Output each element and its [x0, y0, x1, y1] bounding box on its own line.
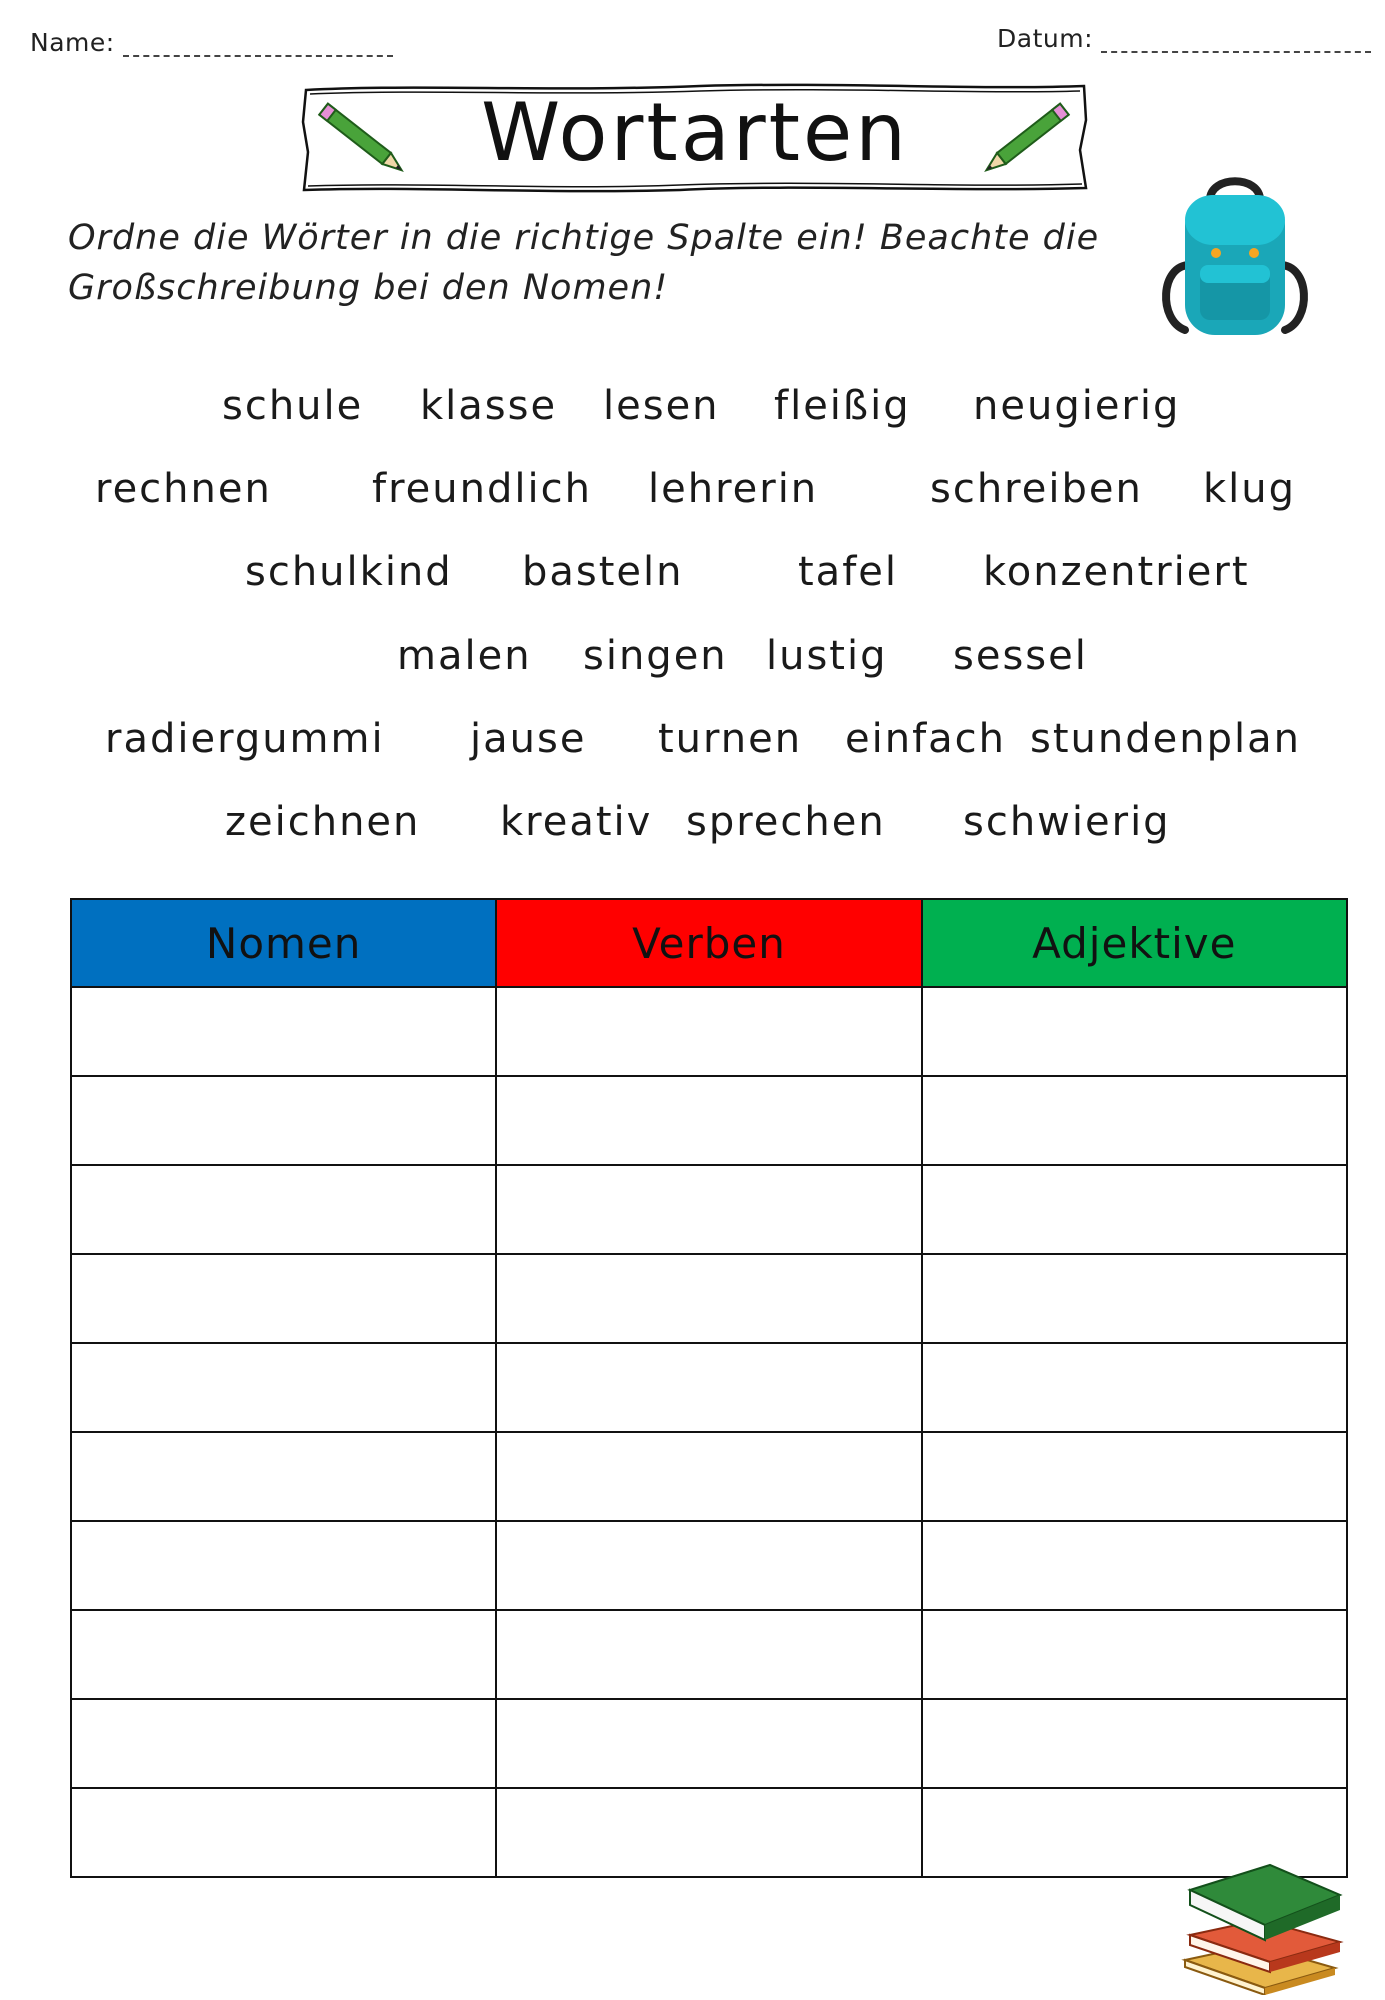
table-cell[interactable] — [922, 1343, 1347, 1432]
table-cell[interactable] — [71, 987, 496, 1076]
table-row — [71, 1432, 1347, 1521]
table-cell[interactable] — [922, 1254, 1347, 1343]
table-cell[interactable] — [71, 1343, 496, 1432]
word-item: konzentriert — [983, 549, 1250, 595]
backpack-icon — [1150, 170, 1320, 340]
table-cell[interactable] — [496, 1432, 921, 1521]
title-banner — [300, 80, 1090, 195]
table-row — [71, 1788, 1347, 1877]
word-item: tafel — [798, 549, 898, 595]
table-cell[interactable] — [496, 1076, 921, 1165]
word-item: malen — [397, 633, 532, 679]
table-cell[interactable] — [922, 1521, 1347, 1610]
word-item: fleißig — [774, 383, 911, 429]
name-line[interactable] — [123, 33, 393, 57]
table-cell[interactable] — [496, 987, 921, 1076]
word-item: lustig — [766, 633, 888, 679]
table-cell[interactable] — [496, 1521, 921, 1610]
word-item: klug — [1203, 466, 1297, 512]
table-cell[interactable] — [922, 1610, 1347, 1699]
instructions — [68, 213, 1118, 313]
table-cell[interactable] — [71, 1165, 496, 1254]
word-item: freundlich — [372, 466, 592, 512]
table-cell[interactable] — [496, 1165, 921, 1254]
table-row — [71, 1610, 1347, 1699]
table-row — [71, 987, 1347, 1076]
word-item: schulkind — [245, 549, 453, 595]
word-item: singen — [583, 633, 728, 679]
word-item: neugierig — [973, 383, 1181, 429]
word-item: stundenplan — [1030, 716, 1301, 762]
word-item: basteln — [522, 549, 684, 595]
word-item: jause — [470, 716, 587, 762]
table-cell[interactable] — [496, 1254, 921, 1343]
word-item: zeichnen — [225, 799, 421, 845]
table-cell[interactable] — [922, 987, 1347, 1076]
table-cell[interactable] — [71, 1432, 496, 1521]
table-cell[interactable] — [922, 1432, 1347, 1521]
word-type-table — [70, 898, 1348, 1878]
word-item: lesen — [603, 383, 720, 429]
table-row — [71, 1076, 1347, 1165]
table-cell[interactable] — [71, 1610, 496, 1699]
table-row — [71, 1699, 1347, 1788]
table-row — [71, 1165, 1347, 1254]
table-cell[interactable] — [496, 1610, 921, 1699]
word-item: schwierig — [963, 799, 1171, 845]
word-item: kreativ — [500, 799, 653, 845]
table-cell[interactable] — [71, 1076, 496, 1165]
table-cell[interactable] — [496, 1343, 921, 1432]
table-cell[interactable] — [71, 1254, 496, 1343]
date-line[interactable] — [1101, 29, 1371, 53]
instructions-line-1: Ordne die Wörter in die richtige Spalte ein! Beachte die — [68, 218, 1100, 258]
word-item: einfach — [845, 716, 1007, 762]
table-cell[interactable] — [922, 1165, 1347, 1254]
table-cell[interactable] — [496, 1788, 921, 1877]
table-cell[interactable] — [496, 1699, 921, 1788]
word-item: klasse — [420, 383, 558, 429]
word-item: schule — [222, 383, 364, 429]
table-row — [71, 1521, 1347, 1610]
word-item: lehrerin — [648, 466, 819, 512]
column-header-verben: Verben — [496, 899, 921, 987]
name-label: Name: — [30, 28, 115, 57]
table-row — [71, 1254, 1347, 1343]
books-icon — [1175, 1850, 1355, 1995]
table-cell[interactable] — [922, 1076, 1347, 1165]
table-cell[interactable] — [71, 1699, 496, 1788]
table-header-row — [71, 899, 1347, 987]
date-field — [997, 24, 1371, 53]
table-cell[interactable] — [922, 1699, 1347, 1788]
column-header-nomen: Nomen — [71, 899, 496, 987]
instructions-line-2: Großschreibung bei den Nomen! — [68, 268, 669, 308]
column-header-adjektive: Adjektive — [922, 899, 1347, 987]
name-field — [30, 28, 393, 57]
table-cell[interactable] — [71, 1788, 496, 1877]
word-item: rechnen — [95, 466, 272, 512]
page-title: Wortarten — [481, 86, 909, 179]
word-item: sprechen — [686, 799, 886, 845]
word-item: radiergummi — [105, 716, 385, 762]
table-cell[interactable] — [71, 1521, 496, 1610]
word-item: sessel — [953, 633, 1088, 679]
word-item: turnen — [658, 716, 803, 762]
date-label: Datum: — [997, 24, 1093, 53]
word-item: schreiben — [930, 466, 1143, 512]
table-row — [71, 1343, 1347, 1432]
